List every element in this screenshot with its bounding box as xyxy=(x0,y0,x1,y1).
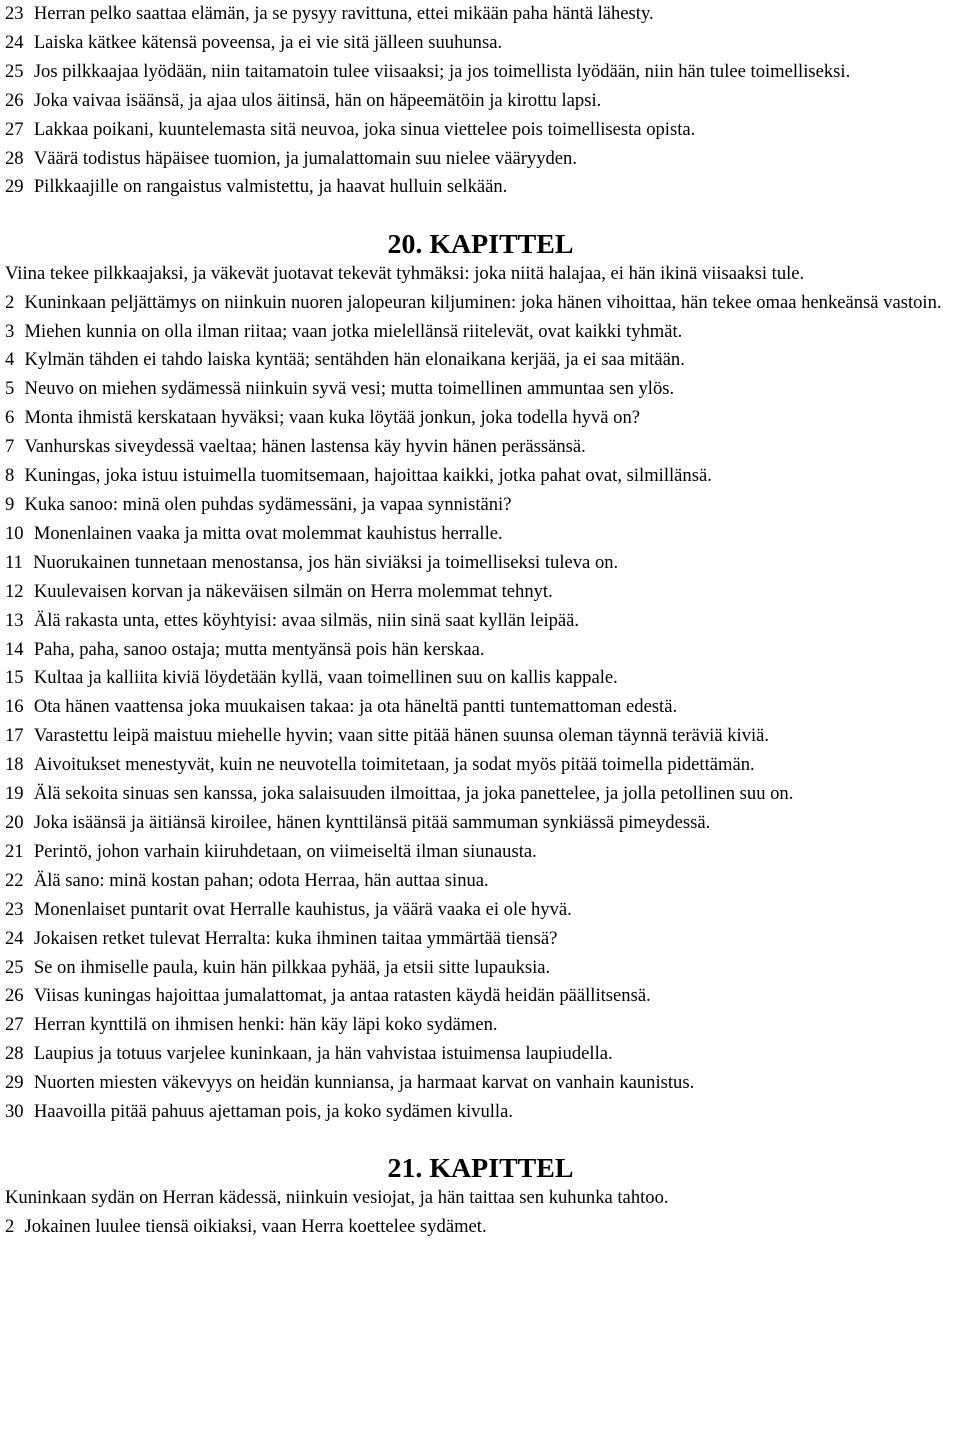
verse xyxy=(5,462,956,491)
section-chapter-20 xyxy=(5,228,956,1127)
verse-number: 27 xyxy=(5,118,24,140)
section-chapter-19-end xyxy=(5,0,956,202)
verse-text: Kultaa ja kalliita kiviä löydetään kyllä, vaan toimellinen suu on kallis kappale. xyxy=(33,667,618,689)
verse xyxy=(5,664,956,693)
verse xyxy=(5,982,956,1011)
verse-text: Kylmän tähden ei tahdo laiska kyntää; sentähden hän elonaikana kerjää, ja ei saa mitään. xyxy=(24,349,685,371)
verse xyxy=(5,636,956,665)
verse-number: 25 xyxy=(5,60,24,82)
verse-text: Jokainen luulee tiensä oikiaksi, vaan Herra koettelee sydämet. xyxy=(24,1216,487,1238)
verse-number: 14 xyxy=(5,638,24,660)
verse-text: Varastettu leipä maistuu miehelle hyvin; vaan sitte pitää hänen suunsa oleman täynnä teräviä kiviä. xyxy=(33,725,770,747)
verse-text: Älä sano: minä kostan pahan; odota Herraa, hän auttaa sinua. xyxy=(33,869,489,891)
verse xyxy=(5,1213,956,1242)
verse-text: Älä rakasta unta, ettes köyhtyisi: avaa silmäs, niin sinä saat kyllän leipää. xyxy=(33,609,580,631)
chapter-heading: 21. KAPITTEL xyxy=(387,1153,574,1185)
verse-number: 5 xyxy=(5,378,15,400)
verse-text: Väärä todistus häpäisee tuomion, ja jumalattomain suu nielee vääryyden. xyxy=(33,147,577,169)
verse-number: 19 xyxy=(5,783,24,805)
verse-text: Laupius ja totuus varjelee kuninkaan, ja hän vahvistaa istuimensa laupiudella. xyxy=(33,1043,613,1065)
chapter-intro-verse: Kuninkaan sydän on Herran kädessä, niinkuin vesiojat, ja hän taittaa sen kuhunka tahtoo. xyxy=(5,1187,669,1209)
verse-number: 4 xyxy=(5,349,15,371)
verse-number: 20 xyxy=(5,811,24,833)
chapter-heading: 20. KAPITTEL xyxy=(387,228,574,260)
verse-text: Laiska kätkee kätensä poveensa, ja ei vie sitä jälleen suuhunsa. xyxy=(33,31,503,53)
verse-text: Kuningas, joka istuu istuimella tuomitsemaan, hajoittaa kaikki, jotka pahat ovat, silmillänsä. xyxy=(24,465,712,487)
verse xyxy=(5,116,956,145)
verse-number: 21 xyxy=(5,840,24,862)
verse-text: Miehen kunnia on olla ilman riitaa; vaan jotka mielellänsä riitelevät, ovat kaikki tyhmät. xyxy=(24,320,683,342)
verse-text: Lakkaa poikani, kuuntelemasta sitä neuvoa, joka sinua viettelee pois toimellisesta opista. xyxy=(33,118,696,140)
section-chapter-21 xyxy=(5,1155,956,1242)
verse-number: 29 xyxy=(5,176,24,198)
verse-text: Ota hänen vaattensa joka muukaisen takaa: ja ota häneltä pantti tuntemattoman edestä. xyxy=(33,696,678,718)
verse-text: Kuka sanoo: minä olen puhdas sydämessäni, ja vapaa synnistäni? xyxy=(24,494,512,515)
verse-number: 13 xyxy=(5,609,24,631)
verse xyxy=(5,751,956,780)
verse xyxy=(5,867,956,896)
verse xyxy=(5,173,956,202)
verse-number: 26 xyxy=(5,985,24,1007)
chapter-intro-verse: Viina tekee pilkkaajaksi, ja väkevät juotavat tekevät tyhmäksi: joka niitä halajaa, ei hän ikinä viisaaksi tule. xyxy=(5,262,805,284)
verse-number: 2 xyxy=(5,1216,15,1238)
verse-text: Nuorukainen tunnetaan menostansa, jos hän siviäksi ja toimelliseksi tuleva on. xyxy=(33,551,619,573)
verse xyxy=(5,809,956,838)
verse-number: 30 xyxy=(5,1101,24,1123)
verse-text: Monenlainen vaaka ja mitta ovat molemmat kauhistus herralle. xyxy=(33,522,503,544)
verse-text: Aivoitukset menestyvät, kuin ne neuvotella toimitetaan, ja sodat myös pitää toimella pidettämän. xyxy=(33,754,755,776)
verse-text: Herran pelko saattaa elämän, ja se pysyy ravittuna, ettei mikään paha häntä lähesty. xyxy=(33,3,654,24)
verse-number: 24 xyxy=(5,31,24,53)
verse-text: Herran kynttilä on ihmisen henki: hän käy läpi koko sydämen. xyxy=(33,1014,498,1036)
verse xyxy=(5,578,956,607)
verse xyxy=(5,549,956,578)
verse xyxy=(5,58,956,87)
verse-text: Kuulevaisen korvan ja näkeväisen silmän on Herra molemmat tehnyt. xyxy=(33,580,553,602)
verse xyxy=(5,318,956,347)
verse xyxy=(5,87,956,116)
verse-text: Perintö, johon varhain kiiruhdetaan, on viimeiseltä ilman siunausta. xyxy=(33,840,537,862)
verse-number: 23 xyxy=(5,898,24,920)
verse xyxy=(5,896,956,925)
verse xyxy=(5,1011,956,1040)
verse-number: 15 xyxy=(5,667,24,689)
verse xyxy=(5,607,956,636)
verse-number: 28 xyxy=(5,1043,24,1065)
verse-number: 16 xyxy=(5,696,24,718)
verse-number: 10 xyxy=(5,522,24,544)
verse-number: 29 xyxy=(5,1072,24,1094)
verse xyxy=(5,520,956,549)
verse-number: 23 xyxy=(5,3,24,24)
verse-number: 11 xyxy=(5,551,23,573)
verse-text: Pilkkaajille on rangaistus valmistettu, ja haavat hulluin selkään. xyxy=(33,176,508,198)
verse-text: Paha, paha, sanoo ostaja; mutta mentyänsä pois hän kerskaa. xyxy=(33,638,485,660)
verse-text: Kuninkaan peljättämys on niinkuin nuoren jalopeuran kiljuminen: joka hänen vihoittaa, hän tekee omaa henkeänsä vastoin. xyxy=(24,291,942,313)
verse-number: 28 xyxy=(5,147,24,169)
verse-number: 17 xyxy=(5,725,24,747)
verse xyxy=(5,954,956,983)
verse xyxy=(5,838,956,867)
verse xyxy=(5,0,956,29)
verse-number: 9 xyxy=(5,494,15,515)
verse xyxy=(5,491,956,520)
verse-text: Se on ihmiselle paula, kuin hän pilkkaa pyhää, ja etsii sitte lupauksia. xyxy=(33,956,551,978)
verse xyxy=(5,925,956,954)
verse-text: Haavoilla pitää pahuus ajettaman pois, ja koko sydämen kivulla. xyxy=(33,1101,513,1123)
verse-number: 7 xyxy=(5,436,15,458)
verse-text: Nuorten miesten väkevyys on heidän kunniansa, ja harmaat karvat on vanhain kaunistus. xyxy=(33,1072,695,1094)
verse xyxy=(5,289,956,318)
verse-text: Jos pilkkaajaa lyödään, niin taitamatoin tulee viisaaksi; ja jos toimellista lyödään, niin hän tulee toimelliseksi. xyxy=(33,60,851,82)
verse xyxy=(5,433,956,462)
verse-number: 12 xyxy=(5,580,24,602)
verse xyxy=(5,375,956,404)
verse xyxy=(5,145,956,174)
verse-number: 8 xyxy=(5,465,15,487)
verse xyxy=(5,780,956,809)
verse xyxy=(5,693,956,722)
verse-number: 3 xyxy=(5,320,15,342)
verse xyxy=(5,1098,956,1127)
verse-text: Viisas kuningas hajoittaa jumalattomat, ja antaa ratasten käydä heidän päällitsensä. xyxy=(33,985,651,1007)
verse-number: 25 xyxy=(5,956,24,978)
verse-text: Monta ihmistä kerskataan hyväksi; vaan kuka löytää jonkun, joka todella hyvä on? xyxy=(24,407,641,429)
verse xyxy=(5,404,956,433)
verse-number: 6 xyxy=(5,407,15,429)
verse xyxy=(5,1040,956,1069)
verse xyxy=(5,346,956,375)
verse xyxy=(5,722,956,751)
verse-text: Joka isäänsä ja äitiänsä kiroilee, hänen kynttilänsä pitää sammuman synkiässä pimeydessä. xyxy=(33,811,711,833)
verse-text: Jokaisen retket tulevat Herralta: kuka ihminen taitaa ymmärtää tiensä? xyxy=(33,927,558,949)
verse-text: Vanhurskas siveydessä vaeltaa; hänen lastensa käy hyvin hänen perässänsä. xyxy=(24,436,586,458)
verse xyxy=(5,1069,956,1098)
verse xyxy=(5,29,956,58)
verse-text: Neuvo on miehen sydämessä niinkuin syvä vesi; mutta toimellinen ammuntaa sen ylös. xyxy=(24,378,675,400)
verse-text: Joka vaivaa isäänsä, ja ajaa ulos äitinsä, hän on häpeemätöin ja kirottu lapsi. xyxy=(33,89,602,111)
verse-number: 2 xyxy=(5,291,15,313)
verse-text: Monenlaiset puntarit ovat Herralle kauhistus, ja väärä vaaka ei ole hyvä. xyxy=(33,898,572,920)
verse-text: Älä sekoita sinuas sen kanssa, joka salaisuuden ilmoittaa, ja joka panettelee, ja jolla petollinen suu on. xyxy=(33,783,794,805)
verse-number: 18 xyxy=(5,754,24,776)
verse-number: 27 xyxy=(5,1014,24,1036)
verse-number: 26 xyxy=(5,89,24,111)
verse-number: 24 xyxy=(5,927,24,949)
verse-number: 22 xyxy=(5,869,24,891)
